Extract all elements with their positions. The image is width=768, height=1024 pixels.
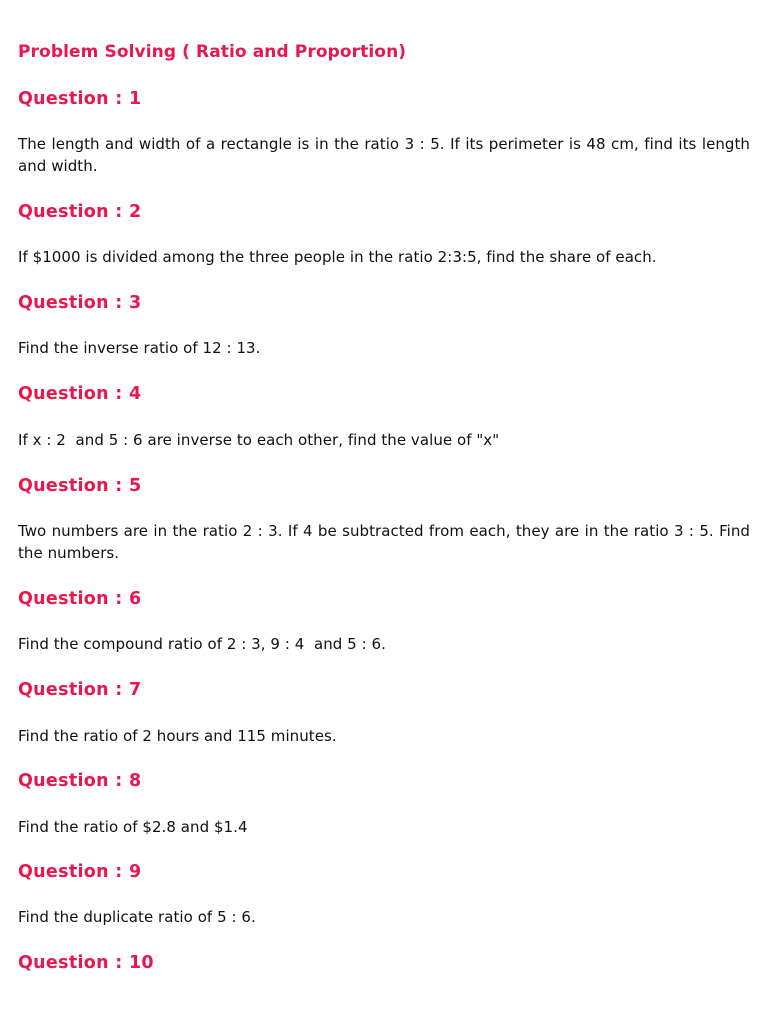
question-text: Find the duplicate ratio of 5 : 6. (18, 908, 256, 926)
question-text: Find the inverse ratio of 12 : 13. (18, 339, 261, 357)
question-heading: Question : 4 (18, 384, 142, 404)
question-heading: Question : 7 (18, 680, 142, 700)
question-text: Find the ratio of $2.8 and $1.4 (18, 818, 248, 836)
question-heading: Question : 5 (18, 476, 142, 496)
question-heading: Question : 8 (18, 771, 142, 791)
question-text: The length and width of a rectangle is in the ratio 3 : 5. If its perimeter is 48 cm, find its length and width. (18, 135, 750, 175)
question-heading: Question : 9 (18, 862, 142, 882)
question-heading: Question : 10 (18, 953, 154, 973)
document-title: Problem Solving ( Ratio and Proportion) (18, 42, 407, 62)
question-text: If $1000 is divided among the three people in the ratio 2:3:5, find the share of each. (18, 248, 657, 266)
question-text: If x : 2 and 5 : 6 are inverse to each other, find the value of "x" (18, 431, 500, 449)
question-text: Find the compound ratio of 2 : 3, 9 : 4 and 5 : 6. (18, 635, 386, 653)
question-text: Two numbers are in the ratio 2 : 3. If 4 be subtracted from each, they are in the ratio 3 : 5. Find the numbers. (18, 522, 750, 562)
question-text: Find the ratio of 2 hours and 115 minutes. (18, 727, 337, 745)
question-heading: Question : 3 (18, 293, 142, 313)
question-heading: Question : 2 (18, 202, 142, 222)
question-heading: Question : 1 (18, 89, 142, 109)
question-heading: Question : 6 (18, 589, 142, 609)
